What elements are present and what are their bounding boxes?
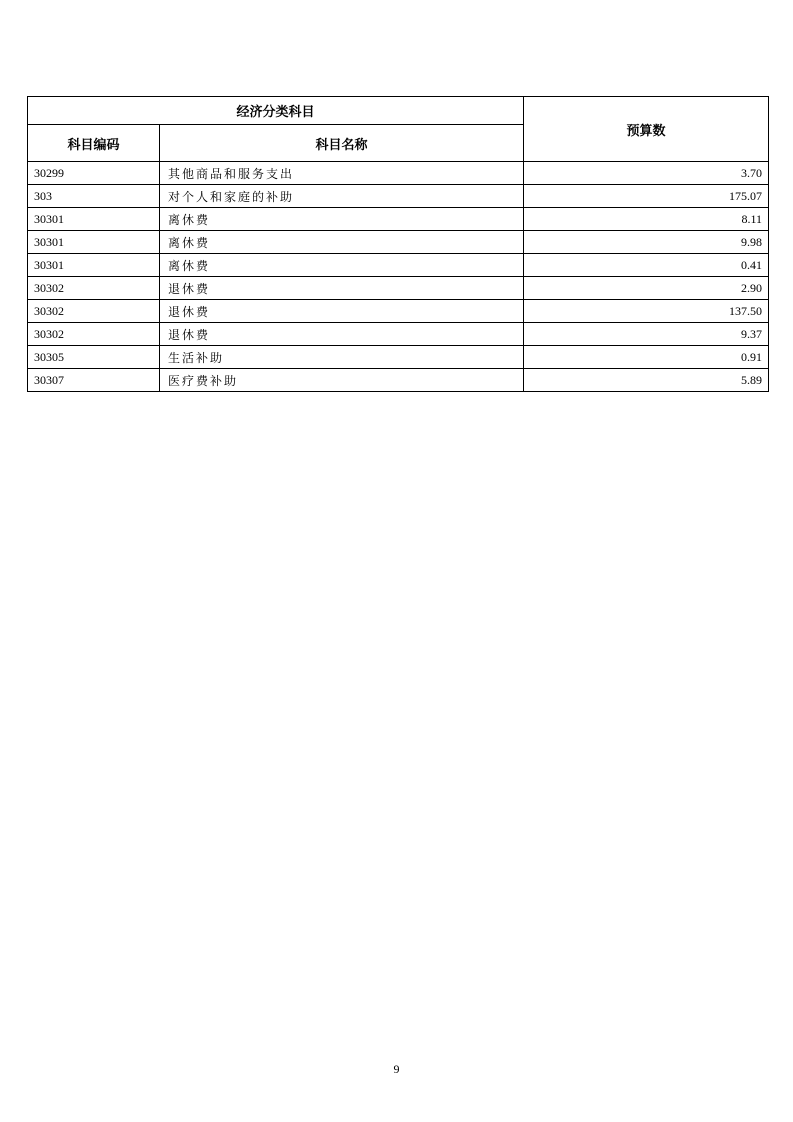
header-subject-name: 科目名称: [160, 125, 524, 162]
subject-code-cell: 30301: [28, 231, 160, 254]
subject-name-cell: 对个人和家庭的补助: [160, 185, 524, 208]
subject-name-cell: 医疗费补助: [160, 369, 524, 392]
subject-name-cell: 退休费: [160, 323, 524, 346]
header-budget-amount: 预算数: [524, 97, 769, 162]
table-row: [28, 300, 769, 323]
subject-code-cell: 303: [28, 185, 160, 208]
header-subject-code: 科目编码: [28, 125, 160, 162]
subject-code-cell: 30307: [28, 369, 160, 392]
subject-name-cell: 离休费: [160, 254, 524, 277]
table-row: [28, 323, 769, 346]
subject-name-cell: 生活补助: [160, 346, 524, 369]
table-row: [28, 208, 769, 231]
budget-amount-cell: 0.91: [524, 346, 769, 369]
subject-name-cell: 其他商品和服务支出: [160, 162, 524, 185]
subject-name-cell: 退休费: [160, 277, 524, 300]
subject-code-cell: 30301: [28, 254, 160, 277]
subject-code-cell: 30305: [28, 346, 160, 369]
subject-code-cell: 30302: [28, 323, 160, 346]
table-row: [28, 231, 769, 254]
table-row: [28, 369, 769, 392]
header-economic-category: 经济分类科目: [28, 97, 524, 125]
budget-amount-cell: 9.37: [524, 323, 769, 346]
budget-amount-cell: 8.11: [524, 208, 769, 231]
table-row: [28, 346, 769, 369]
budget-amount-cell: 0.41: [524, 254, 769, 277]
budget-amount-cell: 137.50: [524, 300, 769, 323]
subject-name-cell: 离休费: [160, 231, 524, 254]
table-row: [28, 254, 769, 277]
budget-amount-cell: 9.98: [524, 231, 769, 254]
budget-amount-cell: 2.90: [524, 277, 769, 300]
subject-code-cell: 30302: [28, 300, 160, 323]
page-number: 9: [393, 1062, 400, 1076]
subject-code-cell: 30301: [28, 208, 160, 231]
budget-amount-cell: 175.07: [524, 185, 769, 208]
header-row-group: [28, 97, 769, 125]
subject-name-cell: 退休费: [160, 300, 524, 323]
budget-amount-cell: 3.70: [524, 162, 769, 185]
budget-amount-cell: 5.89: [524, 369, 769, 392]
table-row: [28, 185, 769, 208]
table-row: [28, 162, 769, 185]
subject-name-cell: 离休费: [160, 208, 524, 231]
subject-code-cell: 30302: [28, 277, 160, 300]
table-row: [28, 277, 769, 300]
subject-code-cell: 30299: [28, 162, 160, 185]
budget-table: [27, 96, 769, 392]
